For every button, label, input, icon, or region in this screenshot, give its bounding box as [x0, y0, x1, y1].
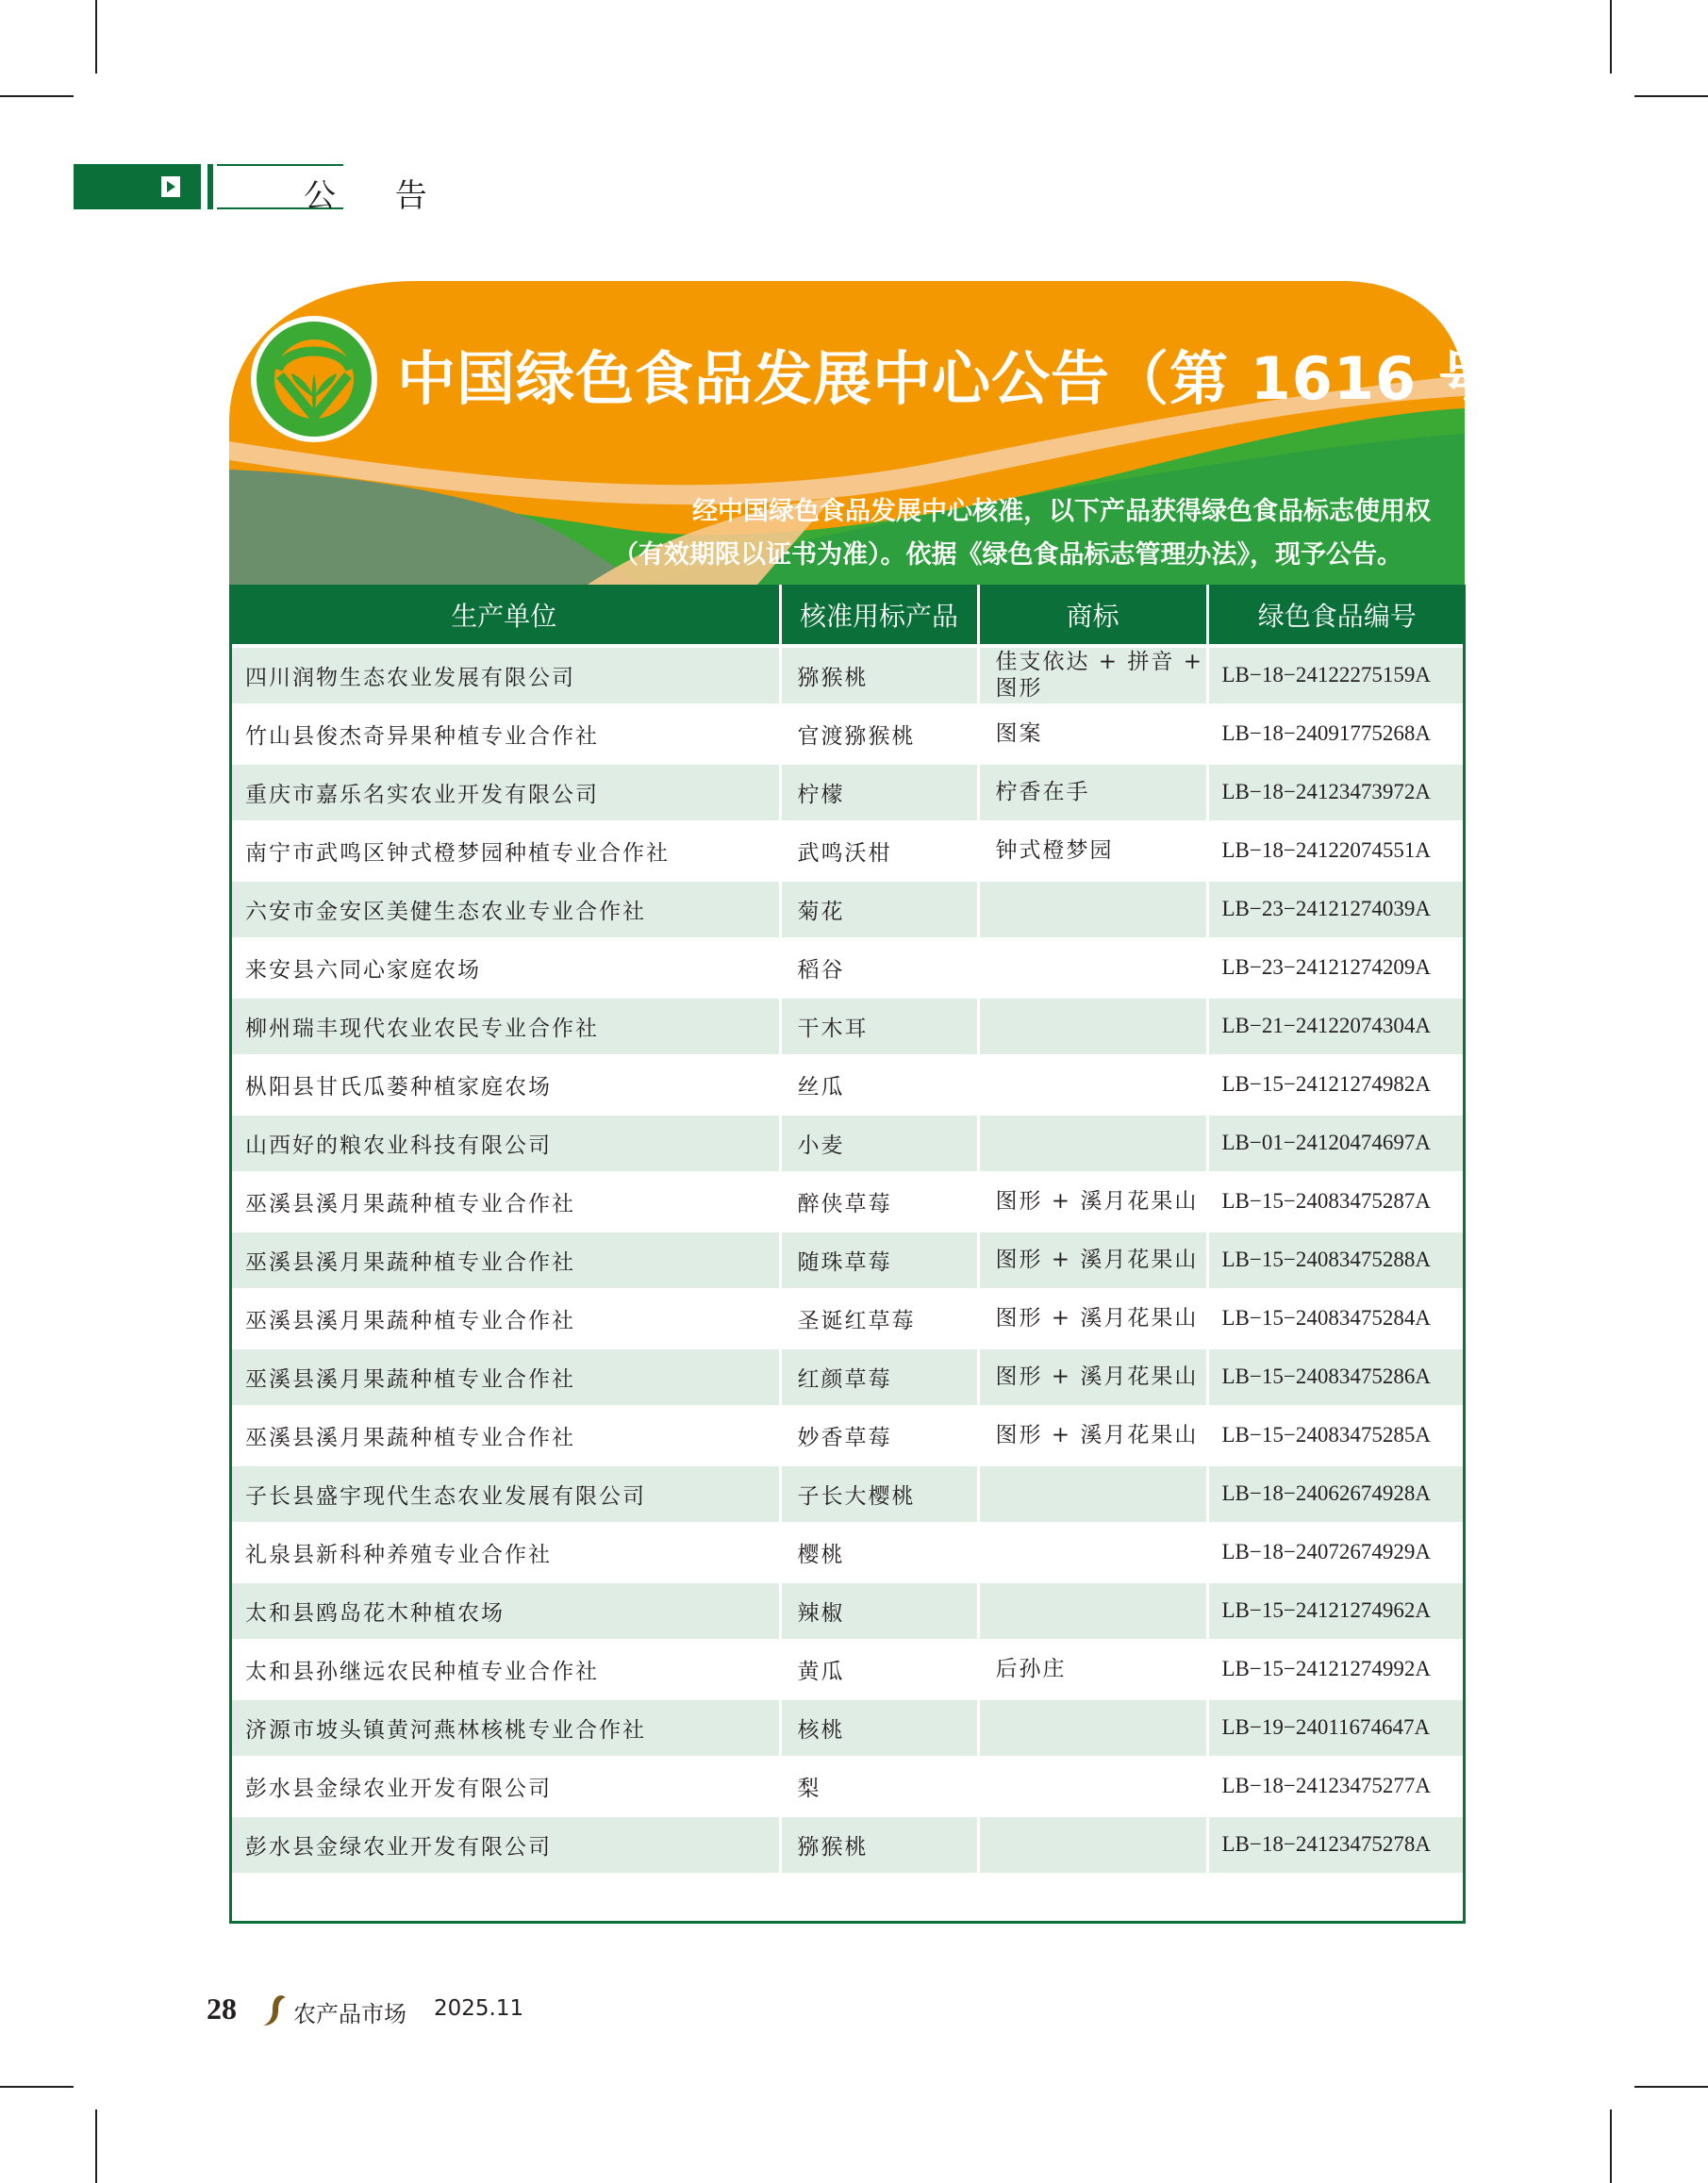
cell-trademark: 图案: [978, 704, 1207, 763]
cell-code: LB−23−24121274039A: [1207, 880, 1466, 938]
cell-product: 小麦: [780, 1114, 978, 1172]
table-row: [229, 1698, 1466, 1757]
cell-code: LB−18−24122074551A: [1207, 821, 1466, 880]
cell-trademark: 钟式橙梦园: [978, 821, 1207, 880]
cell-producer: 山西好的粮农业科技有限公司: [229, 1114, 780, 1172]
cell-product: 丝瓜: [780, 1055, 978, 1114]
cell-code: LB−18−24122275159A: [1207, 646, 1466, 704]
cell-product: 红颜草莓: [780, 1348, 978, 1406]
cell-trademark: [978, 1055, 1207, 1114]
cell-producer: 太和县孙继远农民种植专业合作社: [229, 1640, 780, 1698]
section-label: 公 告: [304, 177, 452, 215]
cell-code: LB−15−24083475285A: [1207, 1406, 1466, 1464]
cell-trademark: 图形 + 溪月花果山: [978, 1231, 1207, 1289]
cell-producer: 竹山县俊杰奇异果种植专业合作社: [229, 704, 780, 763]
cell-product: 妙香草莓: [780, 1406, 978, 1464]
announcement-title: 中国绿色食品发展中心公告（第 1616 号）: [397, 344, 1557, 413]
table-row: [229, 763, 1466, 821]
cell-code: LB−19−24011674647A: [1207, 1698, 1466, 1757]
cell-code: LB−15−24083475287A: [1207, 1172, 1466, 1231]
cell-code: LB−15−24083475284A: [1207, 1289, 1466, 1348]
cell-code: LB−18−24123475277A: [1207, 1757, 1466, 1815]
crop-mark: [0, 2086, 74, 2088]
cell-producer: 重庆市嘉乐名实农业开发有限公司: [229, 763, 780, 821]
header-code: 绿色食品编号: [1207, 585, 1466, 646]
table-row: [229, 704, 1466, 763]
cell-trademark: 图形 + 溪月花果山: [978, 1172, 1207, 1231]
table-row: [229, 1231, 1466, 1289]
cell-producer: 礼泉县新科种养殖专业合作社: [229, 1523, 780, 1581]
intro-line-2: （有效期限以证书为准）。依据《绿色食品标志管理办法》，现予公告。: [613, 540, 1402, 570]
crop-mark: [0, 95, 74, 97]
table-row: [229, 1815, 1466, 1874]
cell-product: 干木耳: [780, 997, 978, 1055]
cell-product: 核桃: [780, 1698, 978, 1757]
cell-product: 猕猴桃: [780, 646, 978, 704]
cell-code: LB−18−24091775268A: [1207, 704, 1466, 763]
cell-producer: 枞阳县甘氏瓜蒌种植家庭农场: [229, 1055, 780, 1114]
cell-product: 随珠草莓: [780, 1231, 978, 1289]
crop-mark: [95, 2109, 97, 2183]
cell-producer: 子长县盛宇现代生态农业发展有限公司: [229, 1464, 780, 1523]
cell-product: 樱桃: [780, 1523, 978, 1581]
table-row: [229, 1523, 1466, 1581]
crop-mark: [1610, 0, 1612, 74]
cell-producer: 南宁市武鸣区钟式橙梦园种植专业合作社: [229, 821, 780, 880]
cell-trademark: [978, 1815, 1207, 1874]
table-header-row: [229, 585, 1466, 646]
table-row: [229, 1289, 1466, 1348]
cell-producer: 巫溪县溪月果蔬种植专业合作社: [229, 1348, 780, 1406]
cell-producer: 济源市坡头镇黄河燕林核桃专业合作社: [229, 1698, 780, 1757]
cell-product: 武鸣沃柑: [780, 821, 978, 880]
table-row: [229, 1757, 1466, 1815]
cell-product: 猕猴桃: [780, 1815, 978, 1874]
table-row: [229, 821, 1466, 880]
cell-trademark: [978, 1523, 1207, 1581]
magazine-logo-icon: [261, 1993, 288, 2027]
cell-producer: 巫溪县溪月果蔬种植专业合作社: [229, 1406, 780, 1464]
cell-code: LB−18−24123475278A: [1207, 1815, 1466, 1874]
magazine-name: 农产品市场: [293, 2001, 406, 2027]
crop-mark: [95, 0, 97, 74]
cell-trademark: [978, 1581, 1207, 1640]
cell-trademark: 图形 + 溪月花果山: [978, 1348, 1207, 1406]
cell-trademark: 图形 + 溪月花果山: [978, 1289, 1207, 1348]
cell-code: LB−01−24120474697A: [1207, 1114, 1466, 1172]
cell-code: LB−15−24121274962A: [1207, 1581, 1466, 1640]
cell-code: LB−15−24121274982A: [1207, 1055, 1466, 1114]
cell-code: LB−23−24121274209A: [1207, 938, 1466, 997]
announcement-banner: [229, 281, 1557, 585]
cell-producer: 柳州瑞丰现代农业农民专业合作社: [229, 997, 780, 1055]
cell-trademark: [978, 1757, 1207, 1815]
cell-product: 梨: [780, 1757, 978, 1815]
table-row: [229, 997, 1466, 1055]
header-product: 核准用标产品: [780, 585, 978, 646]
cell-trademark: 图形 + 溪月花果山: [978, 1406, 1207, 1464]
page-number: 28: [207, 1992, 237, 2026]
cell-product: 柠檬: [780, 763, 978, 821]
header-producer: 生产单位: [229, 585, 780, 646]
cell-product: 菊花: [780, 880, 978, 938]
table-row: [229, 1055, 1466, 1114]
table-row: [229, 1581, 1466, 1640]
table-row: [229, 646, 1466, 704]
cell-trademark: [978, 1698, 1207, 1757]
play-icon: [161, 176, 180, 197]
cell-code: LB−18−24072674929A: [1207, 1523, 1466, 1581]
cell-product: 官渡猕猴桃: [780, 704, 978, 763]
cell-trademark: [978, 997, 1207, 1055]
cell-producer: 巫溪县溪月果蔬种植专业合作社: [229, 1289, 780, 1348]
cell-trademark: 后孙庄: [978, 1640, 1207, 1698]
cell-product: 圣诞红草莓: [780, 1289, 978, 1348]
cell-code: LB−21−24122074304A: [1207, 997, 1466, 1055]
cell-code: LB−18−24062674928A: [1207, 1464, 1466, 1523]
crop-mark: [1610, 2109, 1612, 2183]
crop-mark: [1634, 95, 1708, 97]
cell-trademark: [978, 880, 1207, 938]
cell-code: LB−15−24083475286A: [1207, 1348, 1466, 1406]
cell-trademark: 佳支依达 + 拼音 + 图形: [978, 646, 1207, 704]
cell-product: 稻谷: [780, 938, 978, 997]
certification-table: [229, 585, 1466, 1876]
cell-code: LB−18−24123473972A: [1207, 763, 1466, 821]
cell-producer: 彭水县金绿农业开发有限公司: [229, 1815, 780, 1874]
cell-producer: 四川润物生态农业发展有限公司: [229, 646, 780, 704]
cell-producer: 巫溪县溪月果蔬种植专业合作社: [229, 1231, 780, 1289]
section-header: [74, 164, 452, 215]
cell-producer: 来安县六同心家庭农场: [229, 938, 780, 997]
cell-product: 辣椒: [780, 1581, 978, 1640]
cell-product: 黄瓜: [780, 1640, 978, 1698]
cell-code: LB−15−24121274992A: [1207, 1640, 1466, 1698]
table-row: [229, 1348, 1466, 1406]
cell-trademark: [978, 1464, 1207, 1523]
cell-code: LB−15−24083475288A: [1207, 1231, 1466, 1289]
table-row: [229, 1464, 1466, 1523]
table-row: [229, 1172, 1466, 1231]
cell-producer: 六安市金安区美健生态农业专业合作社: [229, 880, 780, 938]
cell-producer: 太和县鸥岛花木种植农场: [229, 1581, 780, 1640]
green-food-logo-icon: [254, 319, 374, 439]
crop-mark: [1634, 2086, 1708, 2088]
table-row: [229, 938, 1466, 997]
cell-product: 子长大樱桃: [780, 1464, 978, 1523]
table-row: [229, 880, 1466, 938]
table-row: [229, 1406, 1466, 1464]
header-trademark: 商标: [978, 585, 1207, 646]
table-row: [229, 1114, 1466, 1172]
cell-trademark: [978, 938, 1207, 997]
cell-product: 醉侠草莓: [780, 1172, 978, 1231]
cell-trademark: 柠香在手: [978, 763, 1207, 821]
issue-date: 2025.11: [434, 1996, 524, 2021]
cell-trademark: [978, 1114, 1207, 1172]
intro-line-1: 经中国绿色食品发展中心核准，以下产品获得绿色食品标志使用权: [692, 497, 1431, 526]
table-row: [229, 1640, 1466, 1698]
cell-producer: 彭水县金绿农业开发有限公司: [229, 1757, 780, 1815]
cell-producer: 巫溪县溪月果蔬种植专业合作社: [229, 1172, 780, 1231]
